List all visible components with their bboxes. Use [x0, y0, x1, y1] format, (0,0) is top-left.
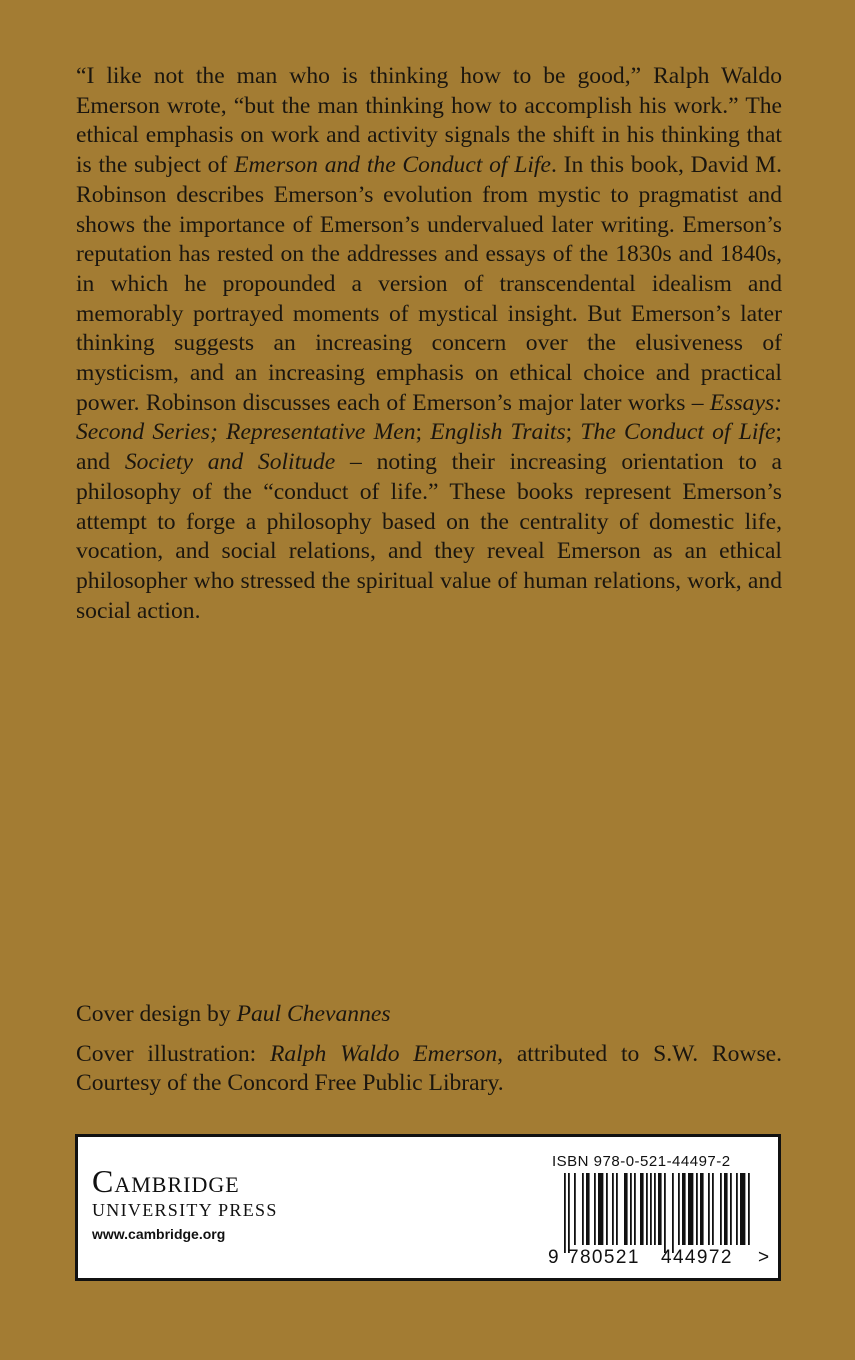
illustration-title: Ralph Waldo Emerson [269, 1040, 498, 1067]
blurb-work-2: English Traits [430, 419, 566, 446]
blurb-work-3: The Conduct of Life [580, 419, 776, 446]
designer-name: Paul Chevannes [236, 1001, 391, 1027]
publisher-name: Cambridge [92, 1163, 240, 1199]
illustration-prefix: Cover illustration: [76, 1040, 270, 1067]
blurb-work-4: Society and Solitude [124, 449, 336, 476]
barcode-first-digit: 9 [548, 1247, 559, 1265]
cover-design-credit [76, 1000, 782, 1030]
illustration-suffix: , attributed to S.W. Rowse. Courtesy of the Concord Free Public Library. [76, 1040, 782, 1097]
publisher-panel [75, 1134, 781, 1281]
barcode [546, 1173, 772, 1265]
blurb-text-1: “I like not the man who is thinking how to be good,” Ralph Waldo Emerson wrote, “but the man thinking how to accomplish his work.” The ethical emphasis on work and activity signals the shift in his thinking that is the subject of [76, 63, 782, 179]
back-cover-blurb [76, 62, 782, 626]
blurb-work-1: Essays: Second Series; Representative Men [76, 389, 782, 446]
cover-illustration-credit [76, 1040, 782, 1099]
design-prefix: Cover design by [76, 1001, 237, 1027]
blurb-text-3: – noting their increasing orientation to a philosophy of the “conduct of life.” These books represent Emerson’s attempt to forge a philosophy based on the centrality of domestic life, vocation, and social relations, and they reveal Emerson as an ethical philosopher who stressed the spiritual value of human relations, work, and social action. [76, 449, 782, 624]
blurb-separator-3: ; and [76, 419, 782, 476]
barcode-digits-left: 780521 [568, 1247, 640, 1265]
isbn-label: ISBN 978-0-521-44497-2 [552, 1153, 731, 1170]
cover-credits [76, 1000, 782, 1099]
barcode-digits-right: 444972 [661, 1247, 733, 1265]
publisher-url: www.cambridge.org [92, 1226, 226, 1242]
blurb-separator-1: ; [415, 419, 431, 446]
publisher-logo [92, 1165, 278, 1243]
publisher-subtitle: UNIVERSITY PRESS [92, 1200, 278, 1220]
blurb-separator-2: ; [565, 419, 581, 446]
blurb-text-2: . In this book, David M. Robinson describes Emerson’s evolution from mystic to pragmatist and shows the importance of Emerson’s undervalued later writing. Emerson’s reputation has rested on the addresses and essays of the 1830s and 1840s, in which he propounded a version of transcendental idealism and memorably portrayed moments of mystical insight. But Emerson’s later thinking suggests an increasing concern over the elusiveness of mysticism, and an increasing emphasis on ethical choice and practical power. Robinson discusses each of Emerson’s major later works – [76, 152, 782, 416]
barcode-arrow: > [758, 1247, 770, 1265]
blurb-title: Emerson and the Conduct of Life [234, 152, 551, 179]
